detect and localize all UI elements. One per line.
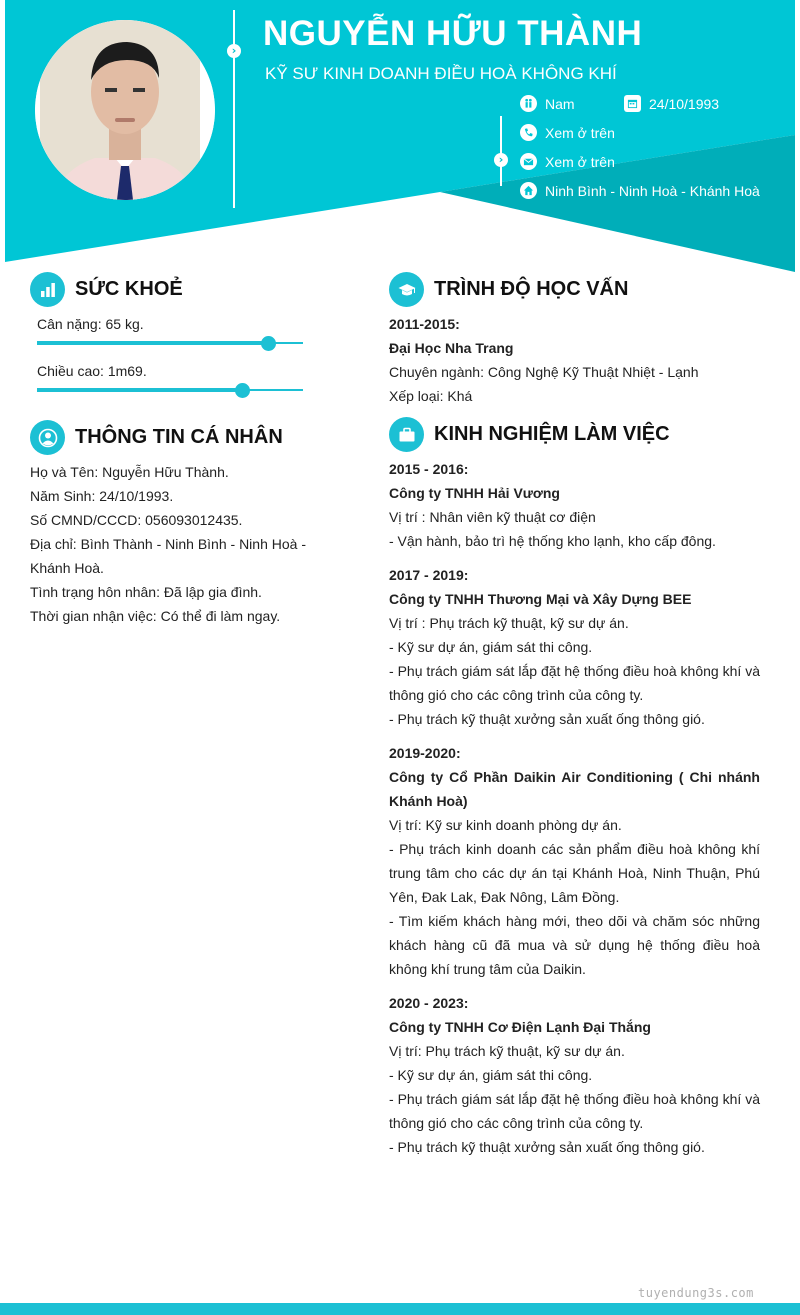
height-bar-knob [235,383,250,398]
height-bar-fill [37,388,242,392]
weight-label: Cân nặng: 65 kg. [37,316,144,332]
health-section-header [30,272,183,307]
gender-text: Nam [545,95,575,112]
job-company: Công ty TNHH Cơ Điện Lạnh Đại Thắng [389,1019,651,1035]
job-line: Vị trí: Kỹ sư kinh doanh phòng dự án. [389,817,622,833]
job-line: - Phụ trách giám sát lắp đặt hệ thống điều hoà không khí và thông gió cho các công trình của công ty. [389,663,760,703]
address-text: Ninh Bình - Ninh Hoà - Khánh Hoà [545,182,760,199]
personal-line: Thời gian nhận việc: Có thể đi làm ngay. [30,608,281,624]
chevron-right-icon: › [227,44,241,58]
job-line: Vị trí: Phụ trách kỹ thuật, kỹ sư dự án. [389,1043,625,1059]
watermark-text: tuyendung3s.com [638,1286,754,1300]
job-company: Công ty Cổ Phần Daikin Air Conditioning ( Chi nhánh Khánh Hoà) [389,769,760,809]
job-line: Vị trí : Phụ trách kỹ thuật, kỹ sư dự án. [389,615,629,631]
user-icon [30,420,65,455]
education-school: Đại Học Nha Trang [389,340,514,356]
personal-line: Họ và Tên: Nguyễn Hữu Thành. [30,464,229,480]
job-company: Công ty TNHH Hải Vương [389,485,560,501]
personal-line: Khánh Hoà. [30,560,104,576]
contact-divider-line [500,116,502,186]
weight-bar [37,338,303,348]
job-period: 2020 - 2023: [389,995,469,1011]
candidate-name: NGUYỄN HỮU THÀNH [263,14,643,53]
personal-line: Số CMND/CCCD: 056093012435. [30,512,243,528]
phone-icon [520,124,537,141]
avatar [35,20,215,200]
education-period: 2011-2015: [389,316,460,332]
job-line: - Tìm kiếm khách hàng mới, theo dõi và chăm sóc những khách hàng cũ đã mua và sử dụng hệ thống điều hoà không khí trung tâm của Daikin. [389,913,760,977]
home-icon [520,182,537,199]
job-line: - Kỹ sư dự án, giám sát thi công. [389,639,593,655]
personal-title: THÔNG TIN CÁ NHÂN [75,426,283,448]
weight-bar-fill [37,341,268,345]
phone-text: Xem ở trên [545,124,615,141]
personal-line: Địa chỉ: Bình Thành - Ninh Bình - Ninh Hoà - [30,536,306,552]
job-line: - Kỹ sư dự án, giám sát thi công. [389,1067,593,1083]
personal-line: Năm Sinh: 24/10/1993. [30,488,174,504]
calendar-icon [624,95,641,112]
health-title: SỨC KHOẺ [75,278,183,300]
job-line: - Phụ trách kỹ thuật xưởng sản xuất ống thông gió. [389,1139,705,1155]
header-divider-line [233,10,235,208]
birthday-text: 24/10/1993 [649,95,720,112]
education-major: Chuyên ngành: Công Nghệ Kỹ Thuật Nhiệt - Lạnh [389,364,699,380]
job-entry [389,741,760,981]
job-line: - Phụ trách giám sát lắp đặt hệ thống điều hoà không khí và thông gió cho các công trình của công ty. [389,1091,760,1131]
birthday-info [624,95,719,112]
job-line: - Phụ trách kinh doanh các sản phẩm điều hoà không khí trung tâm cho các dự án tại Khánh Hoà, Ninh Thuận, Phú Yên, Đak Lak, Đak Nông, Lâm Đồng. [389,841,760,905]
job-company: Công ty TNHH Thương Mại và Xây Dựng BEE [389,591,692,607]
email-info [520,153,615,170]
email-text: Xem ở trên [545,153,615,170]
bar-chart-icon [30,272,65,307]
job-period: 2015 - 2016: [389,461,469,477]
briefcase-icon [389,417,424,452]
personal-section-header [30,420,283,455]
education-details [389,312,760,408]
experience-title: KINH NGHIỆM LÀM VIỆC [434,423,670,445]
education-title: TRÌNH ĐỘ HỌC VẤN [434,278,629,300]
email-icon [520,153,537,170]
chevron-right-icon: › [494,153,508,167]
education-section-header [389,272,628,307]
address-info [520,182,760,199]
personal-line: Tình trạng hôn nhân: Đã lập gia đình. [30,584,262,600]
job-entry [389,991,760,1159]
height-bar [37,385,303,395]
gender-info [520,95,575,112]
graduation-cap-icon [389,272,424,307]
height-label: Chiều cao: 1m69. [37,363,147,379]
job-line: - Phụ trách kỹ thuật xưởng sản xuất ống thông gió. [389,711,705,727]
weight-bar-knob [261,336,276,351]
personal-info-list [30,460,320,628]
job-entry [389,457,760,553]
job-entry [389,563,760,731]
gender-icon [520,95,537,112]
footer-bar [0,1303,800,1315]
experience-section-header [389,417,670,452]
job-period: 2017 - 2019: [389,567,469,583]
job-title: KỸ SƯ KINH DOANH ĐIỀU HOÀ KHÔNG KHÍ [265,64,617,83]
phone-info [520,124,615,141]
profile-photo [35,20,215,200]
job-period: 2019-2020: [389,745,461,761]
job-line: Vị trí : Nhân viên kỹ thuật cơ điện [389,509,596,525]
education-grade: Xếp loại: Khá [389,388,473,404]
job-line: - Vận hành, bảo trì hệ thống kho lạnh, kho cấp đông. [389,533,716,549]
